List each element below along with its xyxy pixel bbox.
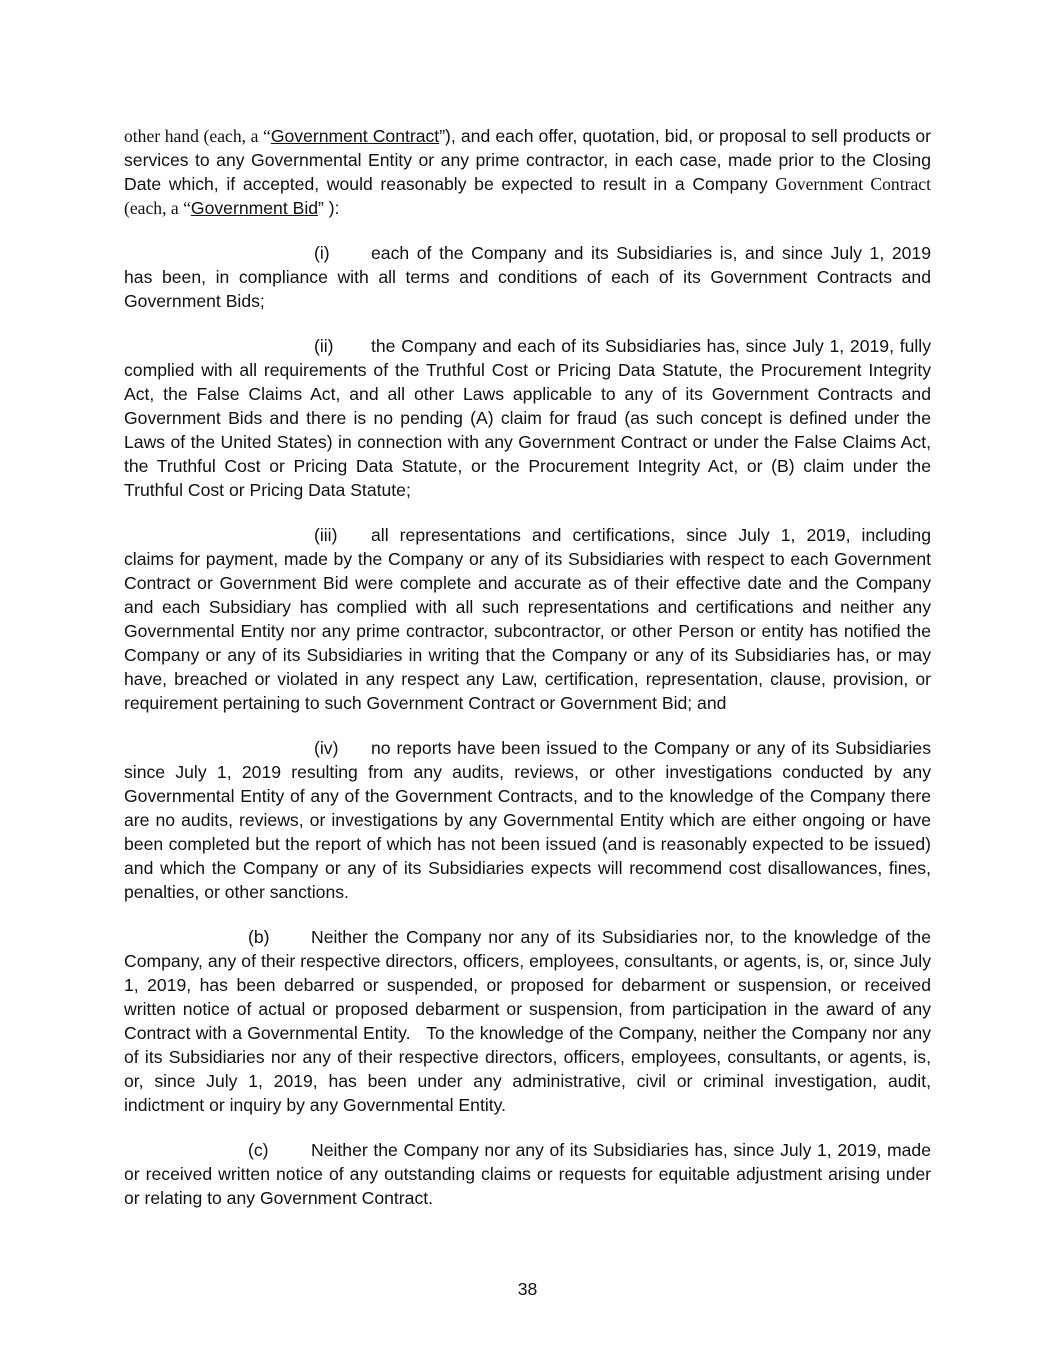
clause-text: the Company and each of its Subsidiaries has, since July 1, 2019, fully complied with all requirements of the Truthful Cost or Pricing Data Statute, the Procurement Integrity Act, the False Claims Act, and all other Laws applicable to any of its Government Contracts and Government Bids and there is no pending (A) claim for fraud (as such concept is defined under the Laws of the United States) in connection with any Government Contract or under the False Claims Act, the Truthful Cost or Pricing Data Statute, or the Procurement Integrity Act, or (B) claim under the Truthful Cost or Pricing Data Statute;	[124, 336, 931, 500]
defined-term-government-bid: Government Bid	[190, 198, 319, 218]
clause-number: (iv)	[314, 738, 339, 758]
clause-number: (i)	[314, 243, 330, 263]
clause-ii	[124, 334, 931, 502]
section-c	[124, 1138, 931, 1210]
intro-text-2: ”), and each offer, quotation, bid, or proposal to sell products or services to any Governmental Entity or any prime contractor, in each case, made prior to the Closing Date which, if accepted, would reasonably be expected to result in a Company	[124, 126, 931, 194]
section-number: (b)	[248, 927, 270, 947]
clause-text: all representations and certifications, since July 1, 2019, including claims for payment, made by the Company or any of its Subsidiaries with respect to each Government Contract or Government Bid were complete and accurate as of their effective date and the Company and each Subsidiary has complied with all such representations and certifications and neither any Governmental Entity nor any prime contractor, subcontractor, or other Person or entity has notified the Company or any of its Subsidiaries in writing that the Company or any of its Subsidiaries has, or may have, breached or violated in any respect any Law, certification, representation, clause, provision, or requirement pertaining to such Government Contract or Government Bid; and	[124, 525, 931, 713]
section-text: Neither the Company nor any of its Subsidiaries nor, to the knowledge of the Company, any of their respective directors, officers, employees, consultants, or agents, is, or, since July 1, 2019, has been debarred or suspended, or proposed for debarment or suspension, or received written notice of actual or proposed debarment or suspension, from participation in the award of any Contract with a Governmental Entity. To the knowledge of the Company, neither the Company nor any of its Subsidiaries nor any of their respective directors, officers, employees, consultants, or agents, is, or, since July 1, 2019, has been under any administrative, civil or criminal investigation, audit, indictment or inquiry by any Governmental Entity.	[124, 927, 931, 1115]
intro-text-1: other hand (each, a “	[124, 126, 271, 146]
clause-iv	[124, 736, 931, 904]
clause-number: (ii)	[314, 336, 334, 356]
section-b	[124, 925, 931, 1117]
page-number: 38	[517, 1279, 538, 1299]
clause-text: each of the Company and its Subsidiaries is, and since July 1, 2019 has been, in compliance with all terms and conditions of each of its Government Contracts and Government Bids;	[124, 243, 931, 311]
defined-term-government-contract: Government Contract	[270, 126, 440, 146]
clause-text: no reports have been issued to the Company or any of its Subsidiaries since July 1, 2019 resulting from any audits, reviews, or other investigations conducted by any Governmental Entity of any of the Government Contracts, and to the knowledge of the Company there are no audits, reviews, or investigations by any Governmental Entity which are either ongoing or have been completed but the report of which has not been issued (and is reasonably expected to be issued) and which the Company or any of its Subsidiaries expects will recommend cost disallowances, fines, penalties, or other sanctions.	[124, 738, 931, 902]
section-text: Neither the Company nor any of its Subsidiaries has, since July 1, 2019, made or received written notice of any outstanding claims or requests for equitable adjustment arising under or relating to any Government Contract.	[124, 1140, 931, 1208]
document-body	[124, 124, 931, 1231]
clause-i	[124, 241, 931, 313]
intro-paragraph	[124, 124, 931, 220]
intro-text-4: ” ):	[318, 198, 340, 218]
clause-number: (iii)	[314, 525, 338, 545]
section-number: (c)	[248, 1140, 269, 1160]
intro-text-3: Government Contract (each, a “	[124, 174, 931, 218]
clause-iii	[124, 523, 931, 715]
